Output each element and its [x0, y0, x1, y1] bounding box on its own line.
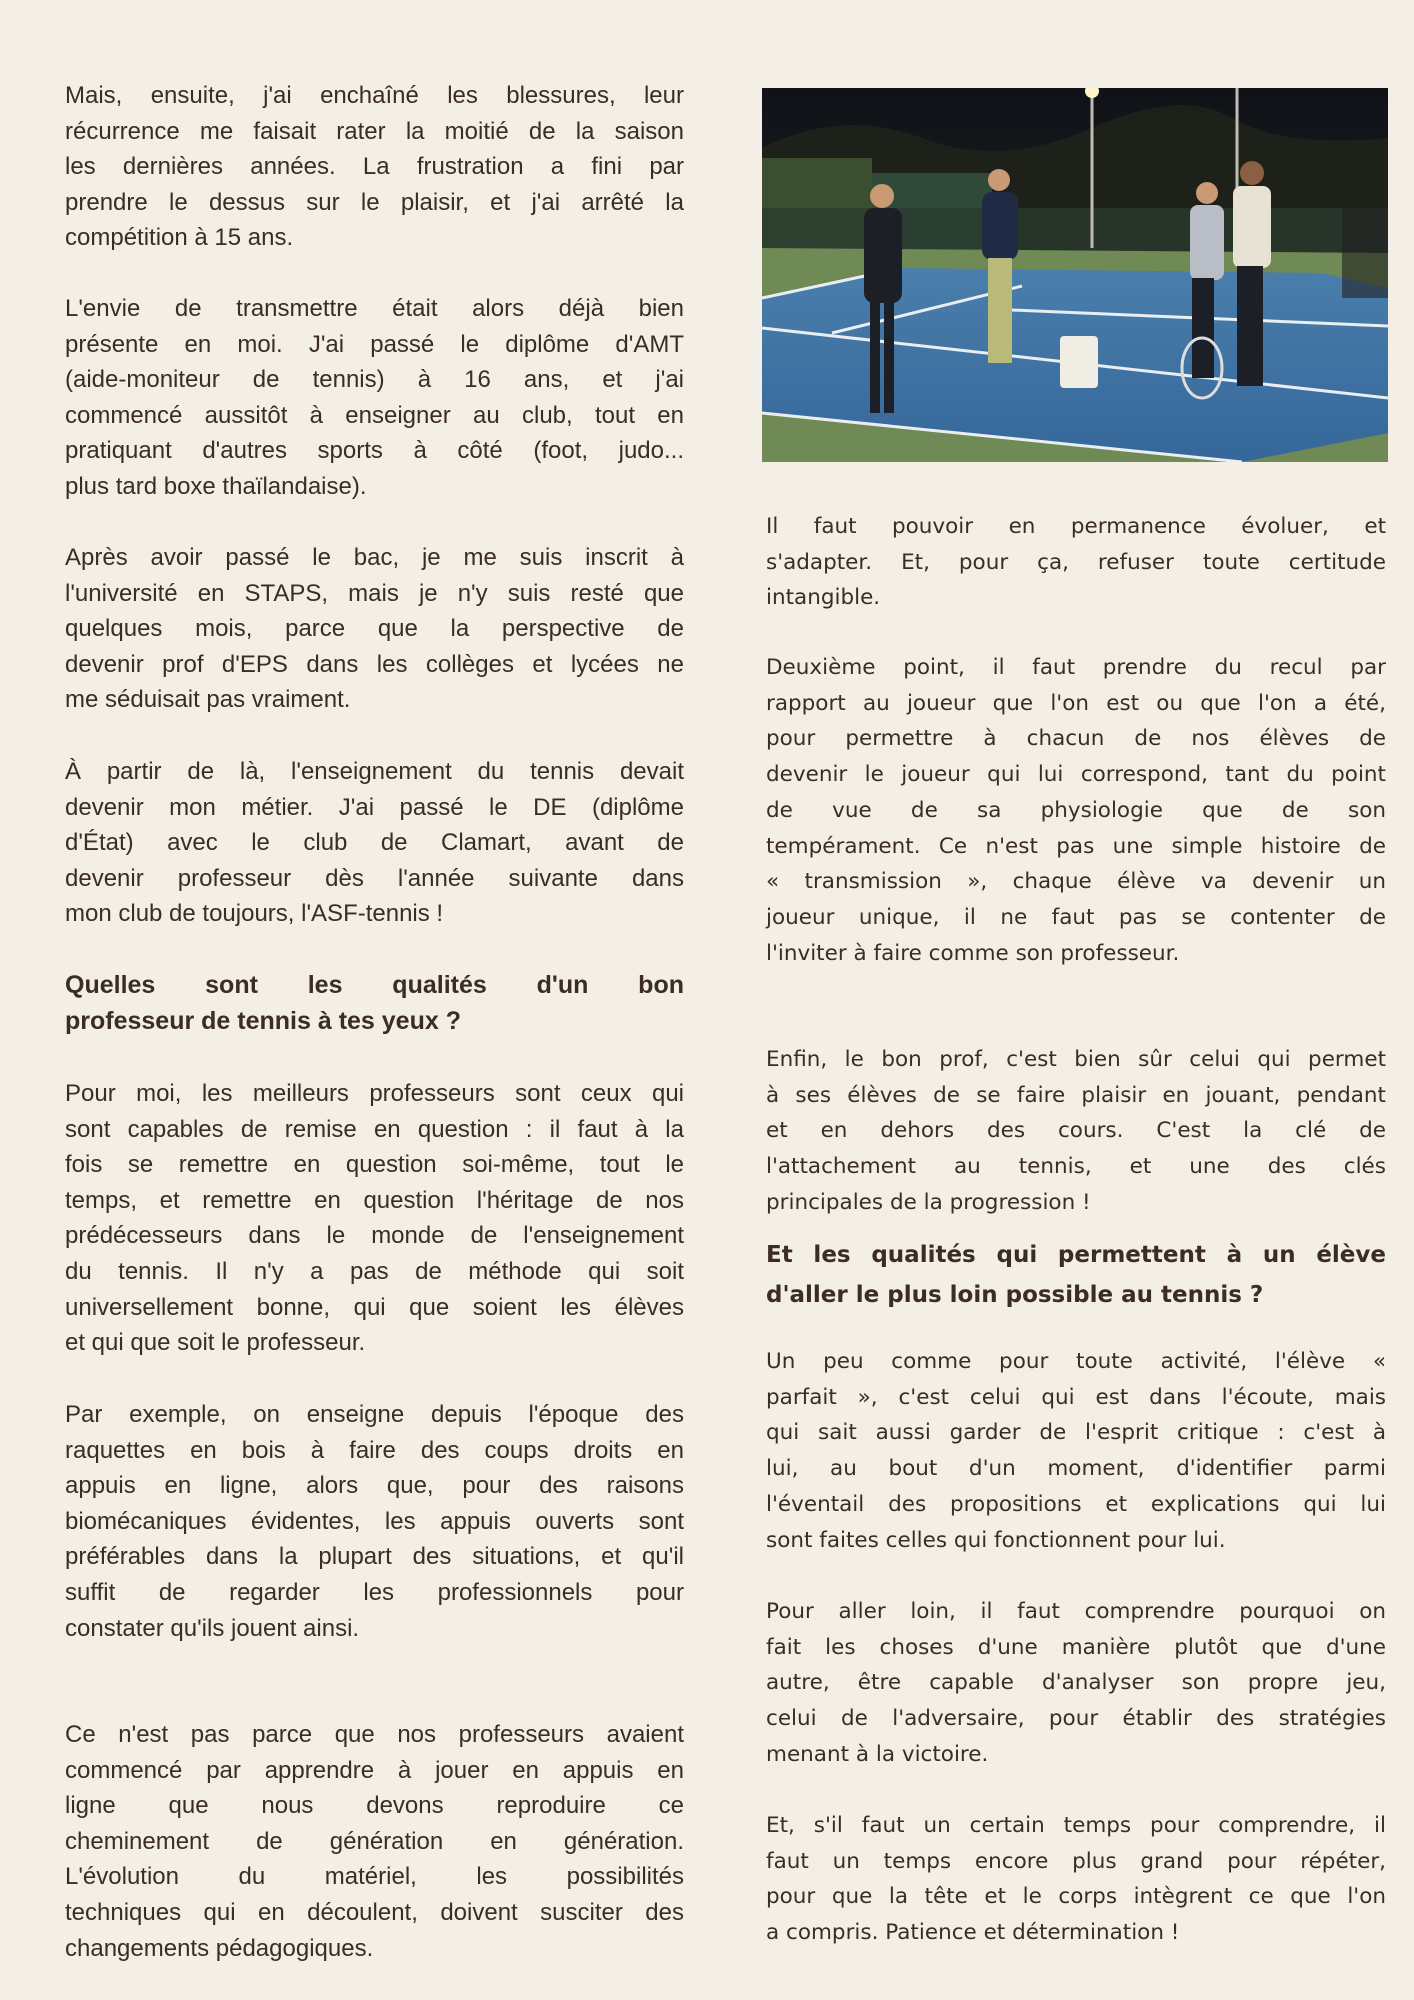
text-line: L'évolution du matériel, les possibilités: [65, 1863, 684, 1891]
text-line: « transmission », chaque élève va devenir un: [766, 869, 1386, 895]
text-line: biomécaniques évidentes, les appuis ouverts sont: [65, 1507, 684, 1535]
text-line: Enfin, le bon prof, c'est bien sûr celui qui permet: [766, 1047, 1386, 1072]
text-line: sont capables de remise en question : il faut à la: [65, 1115, 684, 1143]
text-line: quelques mois, parce que la perspective de: [65, 615, 684, 643]
photo-illustration: [762, 88, 1388, 462]
text-line: rapport au joueur que l'on est ou que l'on a été,: [766, 690, 1386, 716]
text-line: de vue de sa physiologie que de son: [766, 797, 1386, 823]
text-line: devenir professeur dès l'année suivante dans: [65, 864, 684, 892]
text-line: prendre le dessus sur le plaisir, et j'ai arrêté la: [65, 188, 684, 216]
text-line: fait les choses d'une manière plutôt que d'une: [766, 1634, 1386, 1660]
text-line: récurrence me faisait rater la moitié de la saison: [65, 117, 684, 145]
text-line: Par exemple, on enseigne depuis l'époque des: [65, 1401, 684, 1428]
text-line: joueur unique, il ne faut pas se contenter de: [766, 904, 1386, 930]
text-line: devenir le joueur qui lui correspond, tant du point: [766, 762, 1386, 788]
text-line: commencé par apprendre à jouer en appuis en: [65, 1756, 684, 1784]
text-line: Pour aller loin, il faut comprendre pourquoi on: [766, 1599, 1386, 1624]
text-line: me séduisait pas vraiment.: [65, 686, 351, 714]
text-line: préférables dans la plupart des situations, et qu'il: [65, 1543, 684, 1571]
text-line: l'éventail des propositions et explications qui lui: [766, 1491, 1386, 1517]
text-line: l'inviter à faire comme son professeur.: [766, 940, 1180, 966]
text-line: intangible.: [766, 585, 881, 611]
text-line: et qui que soit le professeur.: [65, 1329, 366, 1357]
text-line: cheminement de génération en génération.: [65, 1827, 684, 1855]
text-line: L'envie de transmettre était alors déjà bien: [65, 295, 684, 322]
text-line: Mais, ensuite, j'ai enchaîné les blessures, leur: [65, 82, 684, 109]
text-line: fois se remettre en question soi-même, tout le: [65, 1151, 684, 1179]
text-line: et en dehors des cours. C'est la clé de: [766, 1118, 1386, 1144]
text-line: Deuxième point, il faut prendre du recul par: [766, 655, 1386, 680]
text-line: présente en moi. J'ai passé le diplôme d'AMT: [65, 330, 684, 358]
text-line: Un peu comme pour toute activité, l'élève «: [766, 1349, 1386, 1374]
text-line: pour permettre à chacun de nos élèves de: [766, 726, 1386, 752]
text-line: tempérament. Ce n'est pas une simple histoire de: [766, 833, 1386, 859]
text-line: a compris. Patience et détermination !: [766, 1920, 1180, 1946]
text-line: changements pédagogiques.: [65, 1934, 374, 1962]
text-line: techniques qui en découlent, doivent susciter des: [65, 1899, 684, 1926]
heading-line: d'aller le plus loin possible au tennis ?: [766, 1282, 1264, 1308]
text-line: À partir de là, l'enseignement du tennis devait: [65, 758, 684, 785]
text-line: ligne que nous devons reproduire ce: [65, 1792, 684, 1820]
text-line: raquettes en bois à faire des coups droits en: [65, 1436, 684, 1464]
heading-line: professeur de tennis à tes yeux ?: [65, 1007, 461, 1035]
text-line: temps, et remettre en question l'héritage de nos: [65, 1186, 684, 1214]
text-line: plus tard boxe thaïlandaise).: [65, 473, 367, 500]
tennis-lesson-photo: [762, 88, 1388, 462]
text-line: sont faites celles qui fonctionnent pour lui.: [766, 1527, 1226, 1553]
text-line: Pour moi, les meilleurs professeurs sont ceux qui: [65, 1080, 684, 1107]
text-line: faut un temps encore plus grand pour répéter,: [766, 1848, 1386, 1874]
text-line: d'État) avec le club de Clamart, avant de: [65, 829, 684, 857]
text-line: principales de la progression !: [766, 1189, 1091, 1215]
text-line: (aide-moniteur de tennis) à 16 ans, et j'ai: [65, 366, 684, 394]
text-line: devenir mon métier. J'ai passé le DE (diplôme: [65, 793, 684, 821]
text-line: autre, être capable d'analyser son propre jeu,: [766, 1670, 1386, 1696]
text-line: celui de l'adversaire, pour établir des stratégies: [766, 1706, 1386, 1732]
text-line: suffit de regarder les professionnels pour: [65, 1579, 684, 1606]
text-line: compétition à 15 ans.: [65, 224, 294, 252]
text-line: les dernières années. La frustration a fini par: [65, 153, 684, 181]
text-line: qui sait aussi garder de l'esprit critique : c'est à: [766, 1420, 1386, 1446]
text-line: mon club de toujours, l'ASF-tennis !: [65, 900, 444, 928]
text-line: lui, au bout d'un moment, d'identifier parmi: [766, 1456, 1386, 1482]
text-line: du tennis. Il n'y a pas de méthode qui soit: [65, 1258, 684, 1285]
text-line: constater qu'ils jouent ainsi.: [65, 1614, 360, 1642]
text-line: l'attachement au tennis, et une des clés: [766, 1154, 1386, 1180]
text-line: universellement bonne, qui que soient les élèves: [65, 1293, 684, 1321]
text-line: parfait », c'est celui qui est dans l'écoute, mais: [766, 1384, 1386, 1410]
text-line: pour que la tête et le corps intègrent ce que l'on: [766, 1884, 1386, 1910]
text-line: commencé aussitôt à enseigner au club, tout en: [65, 401, 684, 429]
heading-line: Et les qualités qui permettent à un élève: [766, 1242, 1386, 1268]
text-line: pratiquant d'autres sports à côté (foot, judo...: [65, 437, 684, 465]
text-line: s'adapter. Et, pour ça, refuser toute certitude: [766, 549, 1386, 575]
text-line: Ce n'est pas parce que nos professeurs avaient: [65, 1721, 684, 1748]
heading-line: Quelles sont les qualités d'un bon: [65, 971, 684, 999]
text-line: à ses élèves de se faire plaisir en jouant, pendant: [766, 1082, 1386, 1108]
text-line: appuis en ligne, alors que, pour des raisons: [65, 1472, 684, 1500]
text-line: menant à la victoire.: [766, 1741, 989, 1767]
text-line: Et, s'il faut un certain temps pour comprendre, il: [766, 1813, 1386, 1838]
text-line: devenir prof d'EPS dans les collèges et lycées ne: [65, 650, 684, 678]
text-line: l'université en STAPS, mais je n'y suis resté que: [65, 579, 684, 607]
text-line: Il faut pouvoir en permanence évoluer, et: [766, 514, 1386, 539]
text-line: Après avoir passé le bac, je me suis inscrit à: [65, 544, 684, 571]
text-line: prédécesseurs dans le monde de l'enseignement: [65, 1222, 684, 1250]
